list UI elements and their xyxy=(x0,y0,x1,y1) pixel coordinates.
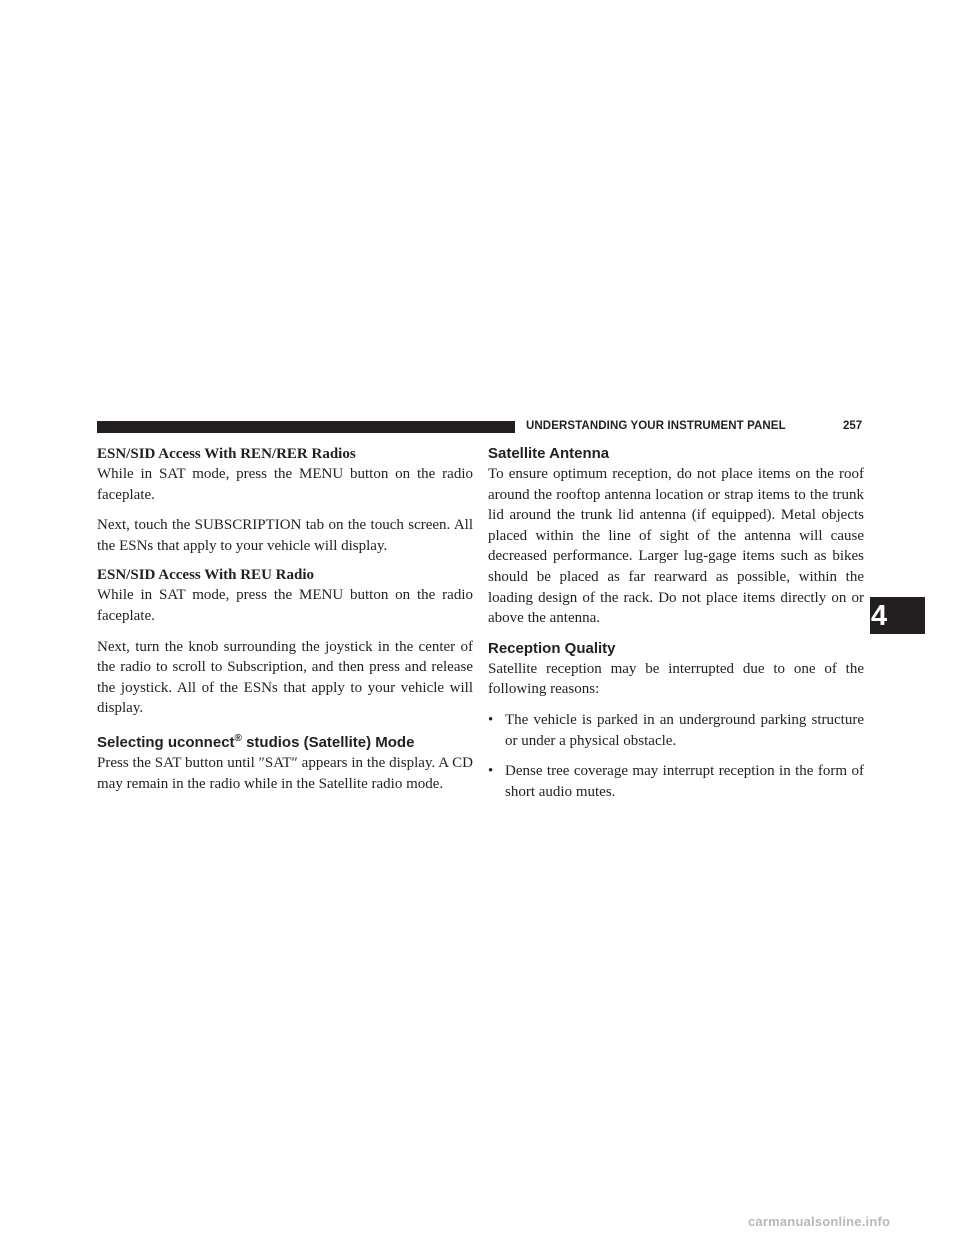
selecting-satellite-mode-heading xyxy=(97,729,473,753)
esn-ren-rer-paragraph-2: Next, touch the SUBSCRIPTION tab on the touch screen. All the ESNs that apply to your vehicle will display. xyxy=(97,517,473,554)
esn-reu-paragraph-2: Next, turn the knob surrounding the joystick in the center of the radio to scroll to Subscription, and then press and release the joystick. All of the ESNs that apply to your vehicle will display. xyxy=(97,638,473,717)
bullet-glyph: • xyxy=(488,763,494,780)
selecting-satellite-mode-paragraph: Press the SAT button until ″SAT″ appears in the display. A CD may remain in the radio while in the Satellite radio mode. xyxy=(97,754,473,792)
watermark-text: carmanualsonline.info xyxy=(748,1214,891,1229)
reception-quality-heading: Reception Quality xyxy=(488,639,616,657)
esn-ren-rer-paragraph-1: While in SAT mode, press the MENU button on the radio faceplate. xyxy=(97,466,473,503)
satellite-antenna-heading: Satellite Antenna xyxy=(488,445,610,462)
bullet-glyph: • xyxy=(488,711,494,728)
satellite-antenna-paragraph: To ensure optimum reception, do not place items on the roof around the rooftop antenna location or strap items to the trunk lid around the trunk lid antenna (if equipped). Metal objects placed within the line of sight of the antenna will cause decreased performance. Larger lug-gage items such as bikes should be placed as far rearward as possible, within the loading design of the rack. Do not place items directly on or above the antenna. xyxy=(488,466,864,627)
chapter-tab-number: 4 xyxy=(871,600,888,632)
right-column xyxy=(488,444,864,802)
heading-suffix: studios (Satellite) Mode xyxy=(241,733,415,751)
left-column xyxy=(97,444,473,794)
running-header-title: UNDERSTANDING YOUR INSTRUMENT PANEL xyxy=(526,420,786,432)
header-rule xyxy=(97,421,515,433)
bullet-text-1: The vehicle is parked in an underground parking structure or under a physical obstacle. xyxy=(505,711,864,749)
heading-prefix: Selecting uconnect xyxy=(97,733,235,751)
page-number: 257 xyxy=(843,420,863,432)
bullet-item xyxy=(488,710,864,751)
registered-mark: ® xyxy=(234,732,242,744)
reception-quality-intro: Satellite reception may be interrupted due to one of the following reasons: xyxy=(488,660,864,698)
bullet-item xyxy=(488,761,864,802)
esn-ren-rer-heading: ESN/SID Access With REN/RER Radios xyxy=(97,446,356,462)
bullet-text-2: Dense tree coverage may interrupt reception in the form of short audio mutes. xyxy=(505,763,864,800)
esn-reu-heading: ESN/SID Access With REU Radio xyxy=(97,567,314,584)
esn-reu-paragraph-1: While in SAT mode, press the MENU button on the radio faceplate. xyxy=(97,587,473,624)
